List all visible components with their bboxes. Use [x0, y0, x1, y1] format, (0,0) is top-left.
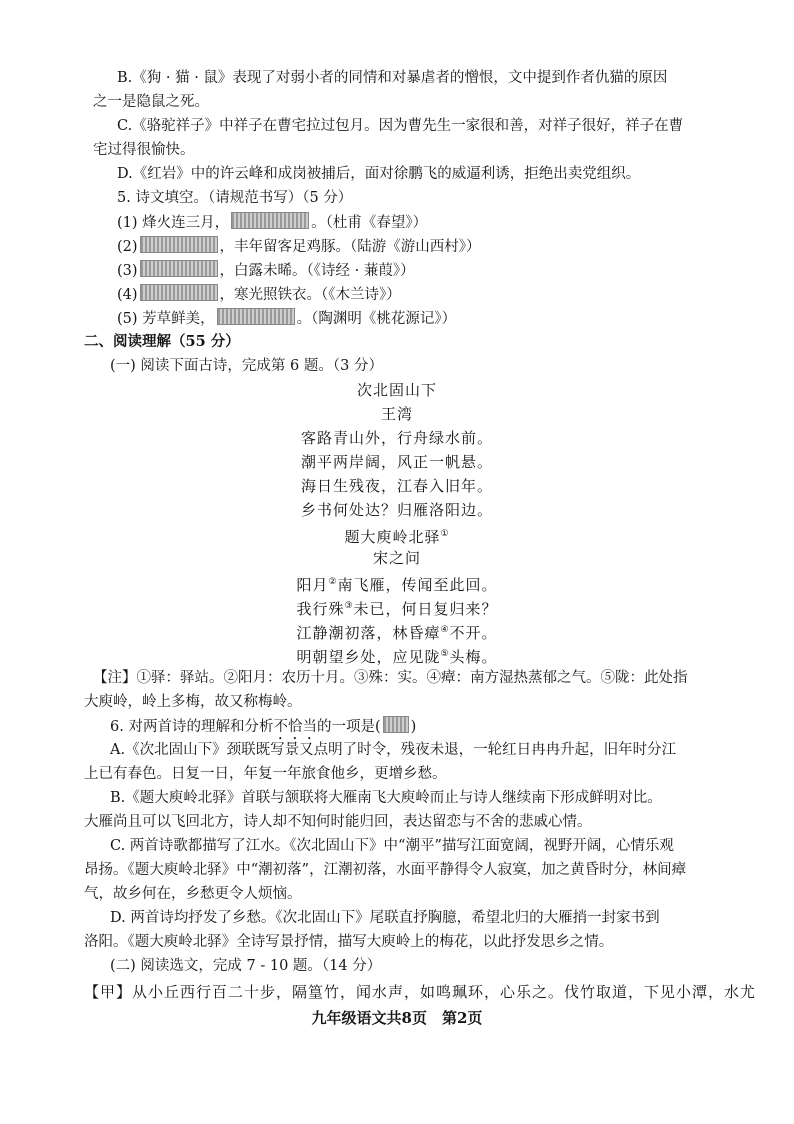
answer-blank: [231, 212, 309, 229]
q6-option-a-line2: 上已有春色。日复一日，年复一年旅食他乡，更增乡愁。: [84, 766, 447, 782]
q5-heading: 5. 诗文填空。（请规范书写）（5 分）: [117, 190, 353, 206]
poem1-title: 次北固山下: [356, 381, 437, 399]
poem2-line: 明朝望乡处，应见陇⑤头梅。: [296, 648, 498, 666]
q6-option-b-line2: 大雁尚且可以飞回北方，诗人却不知何时能归回，表达留恋与不舍的悲戚心情。: [84, 814, 592, 830]
q6-option-d-line2: 洛阳。《题大庾岭北驿》全诗写景抒情，描写大庾岭上的梅花，以此抒发思乡之情。: [84, 934, 614, 950]
q6-option-d-line1: D. 两首诗均抒发了乡愁。《次北固山下》尾联直抒胸臆，希望北归的大雁捎一封家书到: [110, 910, 660, 926]
note-marker: ③: [344, 601, 354, 611]
part2-heading: (二) 阅读选文，完成 7 - 10 题。（14 分）: [110, 958, 382, 974]
q5-item-4: (4) ，寒光照铁衣。（《木兰诗》）: [117, 284, 401, 305]
note-marker: ①: [440, 529, 450, 539]
poem2-line: 阳月②南飞雁，传闻至此回。: [296, 576, 498, 594]
poem-notes-line1: 【注】①驿：驿站。②阳月：农历十月。③殊：实。④瘴：南方湿热蒸郁之气。⑤陇：此处指: [93, 670, 688, 686]
poem2-line: 我行殊③未已，何日复归来？: [296, 600, 498, 618]
poem1-author: 王湾: [380, 405, 413, 423]
answer-blank: [140, 284, 218, 301]
q6-option-c-line3: 气，故乡何在，乡愁更令人烦恼。: [84, 886, 302, 902]
q4-option-d: D.《红岩》中的许云峰和成岗被捕后，面对徐鹏飞的威逼利诱，拒绝出卖党组织。: [117, 166, 641, 182]
part1-heading: (一) 阅读下面古诗，完成第 6 题。（3 分）: [110, 358, 383, 374]
note-marker: ⑤: [440, 649, 450, 659]
q4-option-c-line1: C.《骆驼祥子》中祥子在曹宅拉过包月。因为曹先生一家很和善，对祥子很好，祥子在曹: [117, 118, 684, 134]
q6-option-c-line2: 昂扬。《题大庾岭北驿》中“潮初落”，江潮初落，水面平静得令人寂寞，加之黄昏时分，林间瘴: [84, 862, 687, 878]
poem1-line: 乡书何处达？归雁洛阳边。: [300, 501, 493, 519]
poem2-author: 宋之问: [372, 549, 421, 567]
q5-item-3: (3) ，白露未晞。（《诗经 · 蒹葭》）: [117, 260, 415, 281]
poem1-line: 潮平两岸阔，风正一帆悬。: [300, 453, 493, 471]
answer-blank: [217, 308, 295, 325]
q6-option-a-line1: A.《次北固山下》颈联既写景又点明了时令，残夜未退，一轮红日冉冉升起，旧年时分江: [110, 742, 677, 758]
poem-notes-line2: 大庾岭，岭上多梅，故又称梅岭。: [84, 694, 302, 710]
q5-item-2: (2) ，丰年留客足鸡豚。（陆游《游山西村》）: [117, 236, 481, 257]
section-heading: 二、阅读理解（55 分）: [84, 333, 240, 350]
q4-option-b-line2: 之一是隐鼠之死。: [93, 94, 209, 110]
page-footer: 九年级语文共8页 第2页: [311, 1009, 483, 1027]
q6-option-b-line1: B.《题大庾岭北驿》首联与颔联将大雁南飞大庾岭而止与诗人继续南下形成鲜明对比。: [110, 790, 662, 806]
q4-option-c-line2: 宅过得很愉快。: [93, 142, 195, 158]
poem2-line: 江静潮初落，林昏瘴④不开。: [296, 624, 498, 642]
q5-item-1: (1) 烽火连三月， 。（杜甫《春望》）: [117, 212, 427, 233]
answer-blank: [383, 716, 409, 733]
note-marker: ②: [328, 577, 338, 587]
answer-blank: [140, 236, 218, 253]
answer-blank: [140, 260, 218, 277]
passage-jia: 【甲】从小丘西行百二十步，隔篁竹，闻水声，如鸣珮环，心乐之。伐竹取道，下见小潭，水尤: [84, 983, 757, 1001]
poem1-line: 海日生残夜，江春入旧年。: [300, 477, 493, 495]
note-marker: ④: [440, 625, 450, 635]
q5-item-5: (5) 芳草鲜美， 。（陶渊明《桃花源记》）: [117, 308, 456, 329]
poem1-line: 客路青山外，行舟绿水前。: [300, 429, 493, 447]
q6-option-c-line1: C. 两首诗歌都描写了江水。《次北固山下》中“潮平”描写江面宽阔，视野开阔，心情乐观: [110, 838, 674, 854]
q4-option-b-line1: B.《狗 · 猫 · 鼠》表现了对弱小者的同情和对暴虐者的憎恨，文中提到作者仇猫的原因: [117, 70, 668, 86]
q6-stem: 6. 对两首诗的理解和分析不恰当的一项是( ): [110, 716, 416, 743]
poem2-title: 题大庾岭北驿①: [344, 528, 450, 546]
